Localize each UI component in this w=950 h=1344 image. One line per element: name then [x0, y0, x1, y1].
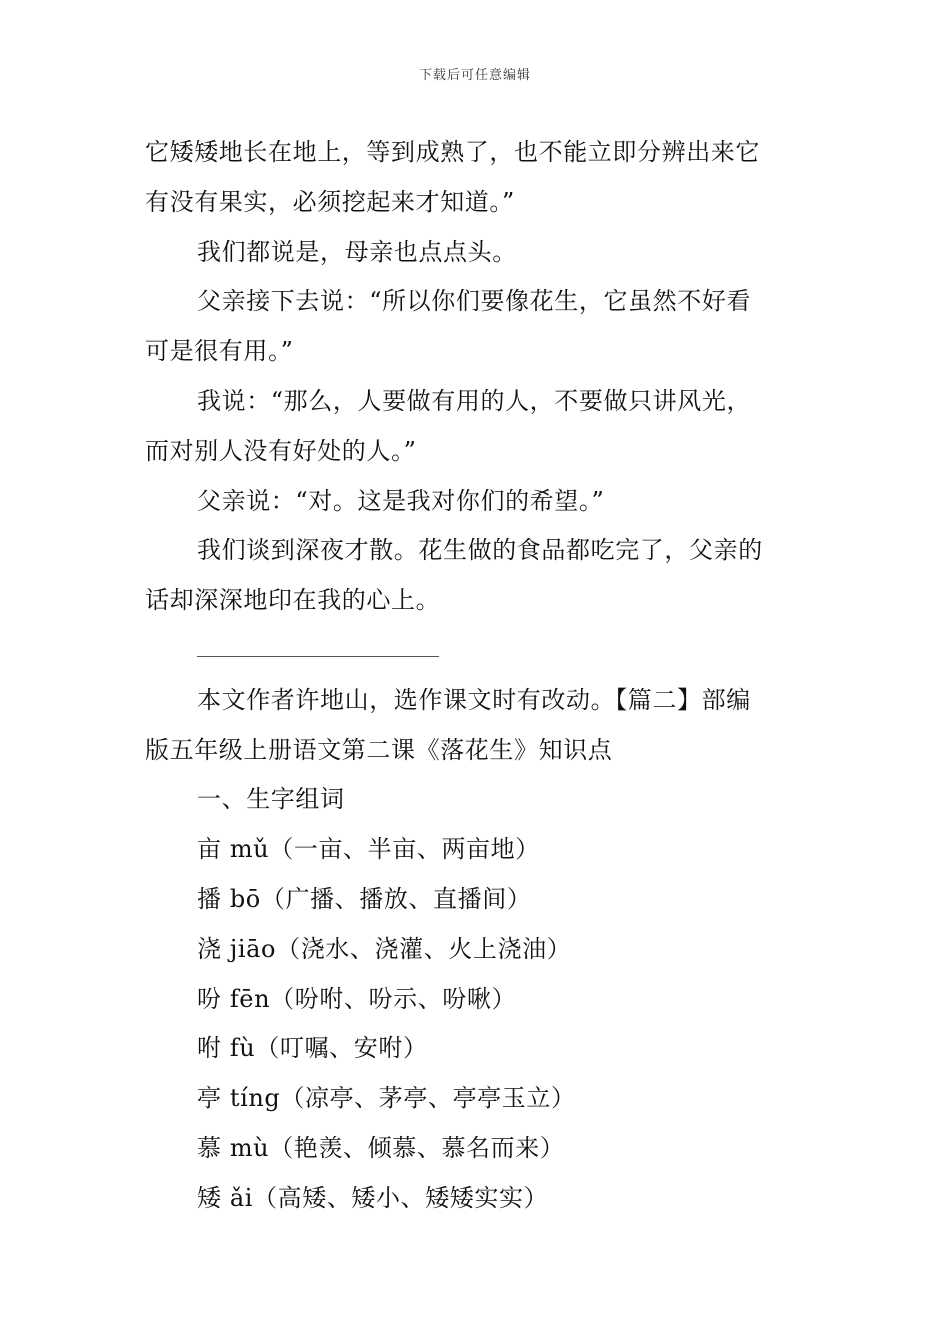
document-body: [145, 128, 807, 1224]
text-line: 我说：“那么，人要做有用的人，不要做只讲风光，: [197, 386, 752, 415]
text-line: 话却深深地印在我的心上。: [145, 586, 441, 615]
text-line: 一、生字组词: [197, 785, 345, 814]
text-line: 有没有果实，必须挖起来才知道。”: [145, 187, 515, 216]
text-line: 我们谈到深夜才散。花生做的食品都吃完了，父亲的: [197, 536, 763, 565]
text-line: 慕 mù（艳羡、倾慕、慕名而来）: [197, 1133, 565, 1162]
text-line: 它矮矮地长在地上，等到成熟了，也不能立即分辨出来它: [145, 138, 760, 166]
paragraph-block: [145, 128, 807, 626]
page-header: 下载后可任意编辑: [418, 68, 531, 83]
text-line: 而对别人没有好处的人。”: [145, 436, 417, 465]
text-line: 版五年级上册语文第二课《落花生》知识点: [145, 735, 613, 764]
text-line: 吩 fēn（吩咐、吩示、吩啾）: [197, 984, 517, 1013]
footnote-separator: [197, 656, 439, 657]
text-line: 浇 jiāo（浇水、浇灌、火上浇油）: [197, 934, 572, 963]
text-line: 矮 ǎi（高矮、矮小、矮矮实实）: [197, 1183, 549, 1212]
text-line: 可是很有用。”: [145, 337, 294, 366]
text-line: 我们都说是，母亲也点点头。: [197, 237, 517, 266]
text-line: 咐 fù（叮嘱、安咐）: [197, 1034, 428, 1063]
text-line: 父亲接下去说：“所以你们要像花生，它虽然不好看: [197, 287, 752, 316]
text-line: 本文作者许地山，选作课文时有改动。【篇二】部编: [197, 685, 751, 714]
footnote-separator-row: [145, 626, 807, 676]
text-line: 父亲说：“对。这是我对你们的希望。”: [197, 486, 605, 515]
paragraph-block-2: [145, 676, 807, 1224]
text-line: 亭 tíng（凉亭、茅亭、亭亭玉立）: [197, 1084, 576, 1113]
text-line: 播 bō（广播、播放、直播间）: [197, 884, 532, 913]
text-line: 亩 mǔ（一亩、半亩、两亩地）: [197, 835, 540, 864]
